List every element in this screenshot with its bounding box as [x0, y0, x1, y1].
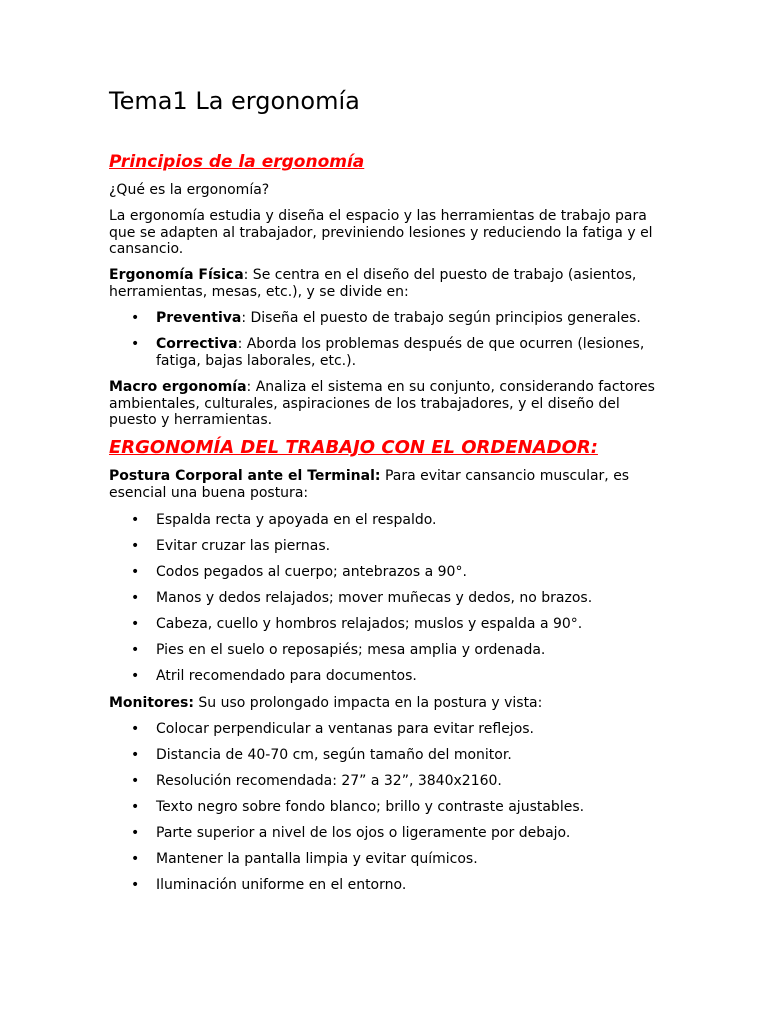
ergonomia-fisica-paragraph [109, 267, 664, 300]
question-paragraph: ¿Qué es la ergonomía? [109, 182, 270, 198]
list-item-text: Colocar perpendicular a ventanas para evitar reflejos. [156, 721, 534, 737]
list-item-text: Iluminación uniforme en el entorno. [156, 876, 407, 893]
list-item [109, 851, 664, 868]
monitores-paragraph [109, 695, 664, 712]
bullet-icon: • [131, 850, 140, 867]
list-item [109, 336, 664, 369]
bullet-icon: • [131, 537, 140, 554]
monitores-text: Su uso prolongado impacta en la postura y vista: [193, 695, 543, 711]
bullet-icon: • [131, 641, 140, 658]
bullet-icon: • [131, 772, 140, 789]
list-item-text: Mantener la pantalla limpia y evitar químicos. [156, 850, 478, 867]
list-item [109, 825, 664, 842]
list-item-label: Preventiva [156, 310, 242, 326]
postura-text: Para evitar cansancio muscular, es esencial una buena postura: [109, 468, 630, 501]
list-item [109, 538, 664, 555]
list-item-text: Distancia de 40-70 cm, según tamaño del monitor. [156, 746, 512, 763]
bullet-icon: • [131, 335, 140, 352]
list-item [109, 564, 664, 581]
bullet-icon: • [131, 876, 140, 893]
postura-list [109, 512, 664, 694]
bullet-icon: • [131, 563, 140, 580]
list-item [109, 642, 664, 659]
bullet-icon: • [131, 615, 140, 632]
list-item-text: Atril recomendado para documentos. [156, 667, 417, 684]
postura-label: Postura Corporal ante el Terminal: [109, 468, 381, 484]
macro-ergonomia-text: : Analiza el sistema en su conjunto, considerando factores ambientales, culturales, aspiraciones de los trabajadores, y el diseño del puesto y herramientas. [109, 379, 655, 429]
monitores-label: Monitores: [109, 695, 194, 711]
list-item [109, 668, 664, 685]
monitores-list [109, 721, 664, 903]
list-item-text: Pies en el suelo o reposapiés; mesa amplia y ordenada. [156, 641, 546, 658]
list-item [109, 877, 664, 894]
bullet-icon: • [131, 667, 140, 684]
macro-ergonomia-paragraph [109, 379, 664, 429]
list-item [109, 512, 664, 529]
definition-paragraph: La ergonomía estudia y diseña el espacio y las herramientas de trabajo para que se adapten al trabajador, previniendo lesiones y reduciendo la fatiga y el cansancio. [109, 208, 653, 258]
bullet-icon: • [131, 512, 140, 528]
list-item-text: : Aborda los problemas después de que ocurren (lesiones, fatiga, bajas laborales, etc.). [156, 335, 645, 369]
list-item [109, 773, 664, 790]
fisica-list [109, 310, 664, 379]
postura-paragraph [109, 468, 664, 501]
list-item [109, 799, 664, 816]
bullet-icon: • [131, 746, 140, 763]
section-heading-ordenador: ERGONOMÍA DEL TRABAJO CON EL ORDENADOR: [109, 437, 598, 458]
bullet-icon: • [131, 310, 140, 326]
list-item-label: Correctiva [156, 335, 238, 352]
section-heading-principios: Principios de la ergonomía [109, 152, 365, 172]
bullet-icon: • [131, 798, 140, 815]
list-item-text: Resolución recomendada: 27” a 32”, 3840x2160. [156, 772, 502, 789]
list-item [109, 310, 664, 327]
list-item-text: Parte superior a nivel de los ojos o ligeramente por debajo. [156, 824, 571, 841]
bullet-icon: • [131, 721, 140, 737]
list-item [109, 747, 664, 764]
list-item-text: Cabeza, cuello y hombros relajados; muslos y espalda a 90°. [156, 615, 583, 632]
list-item [109, 616, 664, 633]
list-item [109, 721, 664, 738]
list-item-text: : Diseña el puesto de trabajo según principios generales. [241, 310, 641, 326]
page-title: Tema1 La ergonomía [109, 87, 360, 115]
list-item-text: Codos pegados al cuerpo; antebrazos a 90°. [156, 563, 467, 580]
bullet-icon: • [131, 589, 140, 606]
ergonomia-fisica-label: Ergonomía Física [109, 267, 244, 283]
macro-ergonomia-label: Macro ergonomía [109, 379, 247, 395]
ergonomia-fisica-text: : Se centra en el diseño del puesto de trabajo (asientos, herramientas, mesas, etc.), y se divide en: [109, 267, 637, 300]
list-item-text: Espalda recta y apoyada en el respaldo. [156, 512, 437, 528]
list-item-text: Manos y dedos relajados; mover muñecas y dedos, no brazos. [156, 589, 593, 606]
list-item-text: Evitar cruzar las piernas. [156, 537, 331, 554]
list-item [109, 590, 664, 607]
list-item-text: Texto negro sobre fondo blanco; brillo y contraste ajustables. [156, 798, 585, 815]
bullet-icon: • [131, 824, 140, 841]
